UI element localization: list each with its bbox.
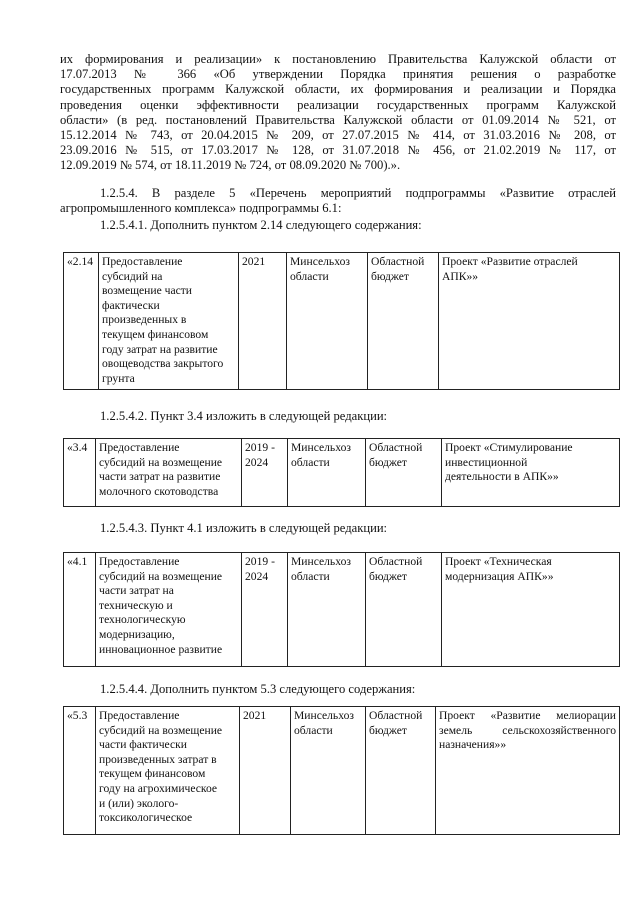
- item-year: 2019 - 2024: [242, 439, 288, 507]
- section-line: агропромышленного комплекса» подпрограммы 6.1:: [60, 201, 342, 216]
- item-source: Областной бюджет: [368, 253, 439, 390]
- table-row: [64, 253, 620, 390]
- subsection-heading: 1.2.5.4.3. Пункт 4.1 изложить в следующей редакции:: [100, 521, 388, 535]
- intro-line: 15.12.2014 № 743, от 20.04.2015 № 209, от 27.07.2015 № 414, от 31.03.2016 № 208, от: [60, 128, 616, 143]
- measure-table: [63, 552, 620, 667]
- item-year: 2019 - 2024: [242, 553, 288, 667]
- intro-line: проведения оценки эффективности реализации государственных программ Калужской: [60, 97, 616, 112]
- item-project: Проект «Техническая модернизация АПК»»: [442, 553, 620, 667]
- item-project: Проект «Стимулирование инвестиционной деятельности в АПК»»: [442, 439, 620, 507]
- intro-line: 23.09.2016 № 515, от 17.03.2017 № 128, от 31.07.2018 № 456, от 21.02.2019 № 117, от: [60, 143, 616, 158]
- section-line: 1.2.5.4. В разделе 5 «Перечень мероприятий подпрограммы «Развитие отраслей: [100, 186, 616, 200]
- item-source: Областной бюджет: [366, 439, 442, 507]
- table-row: [64, 707, 620, 835]
- table-row: [64, 439, 620, 507]
- item-description: Предоставление субсидий на возмещение части фактически произведенных в текущем финансовом году затрат на развитие овощеводства закрытого грунта: [99, 253, 239, 390]
- item-number: «4.1: [64, 553, 96, 667]
- item-executor: Минсельхоз области: [288, 439, 366, 507]
- item-executor: Минсельхоз области: [287, 253, 368, 390]
- table-row: [64, 553, 620, 667]
- item-source: Областной бюджет: [366, 707, 436, 835]
- item-description: Предоставление субсидий на возмещение части фактически произведенных затрат в текущем финансовом году на агрохимическое и (или) эколого- токсикологическое: [96, 707, 240, 835]
- item-description: Предоставление субсидий на возмещение части затрат на развитие молочного скотоводства: [96, 439, 242, 507]
- subsection-heading: 1.2.5.4.4. Дополнить пунктом 5.3 следующего содержания:: [100, 682, 416, 696]
- intro-line: государственных программ Калужской области, их формирования и реализации и Порядка: [60, 82, 616, 97]
- intro-paragraph: [60, 52, 616, 174]
- measure-table: [63, 438, 620, 507]
- item-project: Проект «Развитие мелиорации земель сельскохозяйственного назначения»»: [436, 707, 620, 835]
- item-executor: Минсельхоз области: [291, 707, 366, 835]
- intro-line: 17.07.2013 № 366 «Об утверждении Порядка принятия решения о разработке: [60, 67, 616, 82]
- subsection-heading: 1.2.5.4.2. Пункт 3.4 изложить в следующей редакции:: [100, 409, 388, 423]
- measure-table: [63, 252, 620, 390]
- measure-table: [63, 706, 620, 835]
- item-source: Областной бюджет: [366, 553, 442, 667]
- intro-line: их формирования и реализации» к постановлению Правительства Калужской области от: [60, 52, 616, 66]
- item-number: «3.4: [64, 439, 96, 507]
- item-number: «2.14: [64, 253, 99, 390]
- item-executor: Минсельхоз области: [288, 553, 366, 667]
- section-paragraph: [60, 186, 616, 216]
- item-description: Предоставление субсидий на возмещение части затрат на техническую и технологическую модернизацию, инновационное развитие: [96, 553, 242, 667]
- subsection-heading: 1.2.5.4.1. Дополнить пунктом 2.14 следующего содержания:: [100, 218, 422, 232]
- item-project: Проект «Развитие отраслей АПК»»: [439, 253, 620, 390]
- item-year: 2021: [240, 707, 291, 835]
- intro-line: 12.09.2019 № 574, от 18.11.2019 № 724, от 08.09.2020 № 700).».: [60, 158, 401, 173]
- intro-line: области» (в ред. постановлений Правительства Калужской области от 01.09.2014 № 521, от: [60, 112, 616, 127]
- item-year: 2021: [239, 253, 287, 390]
- item-number: «5.3: [64, 707, 96, 835]
